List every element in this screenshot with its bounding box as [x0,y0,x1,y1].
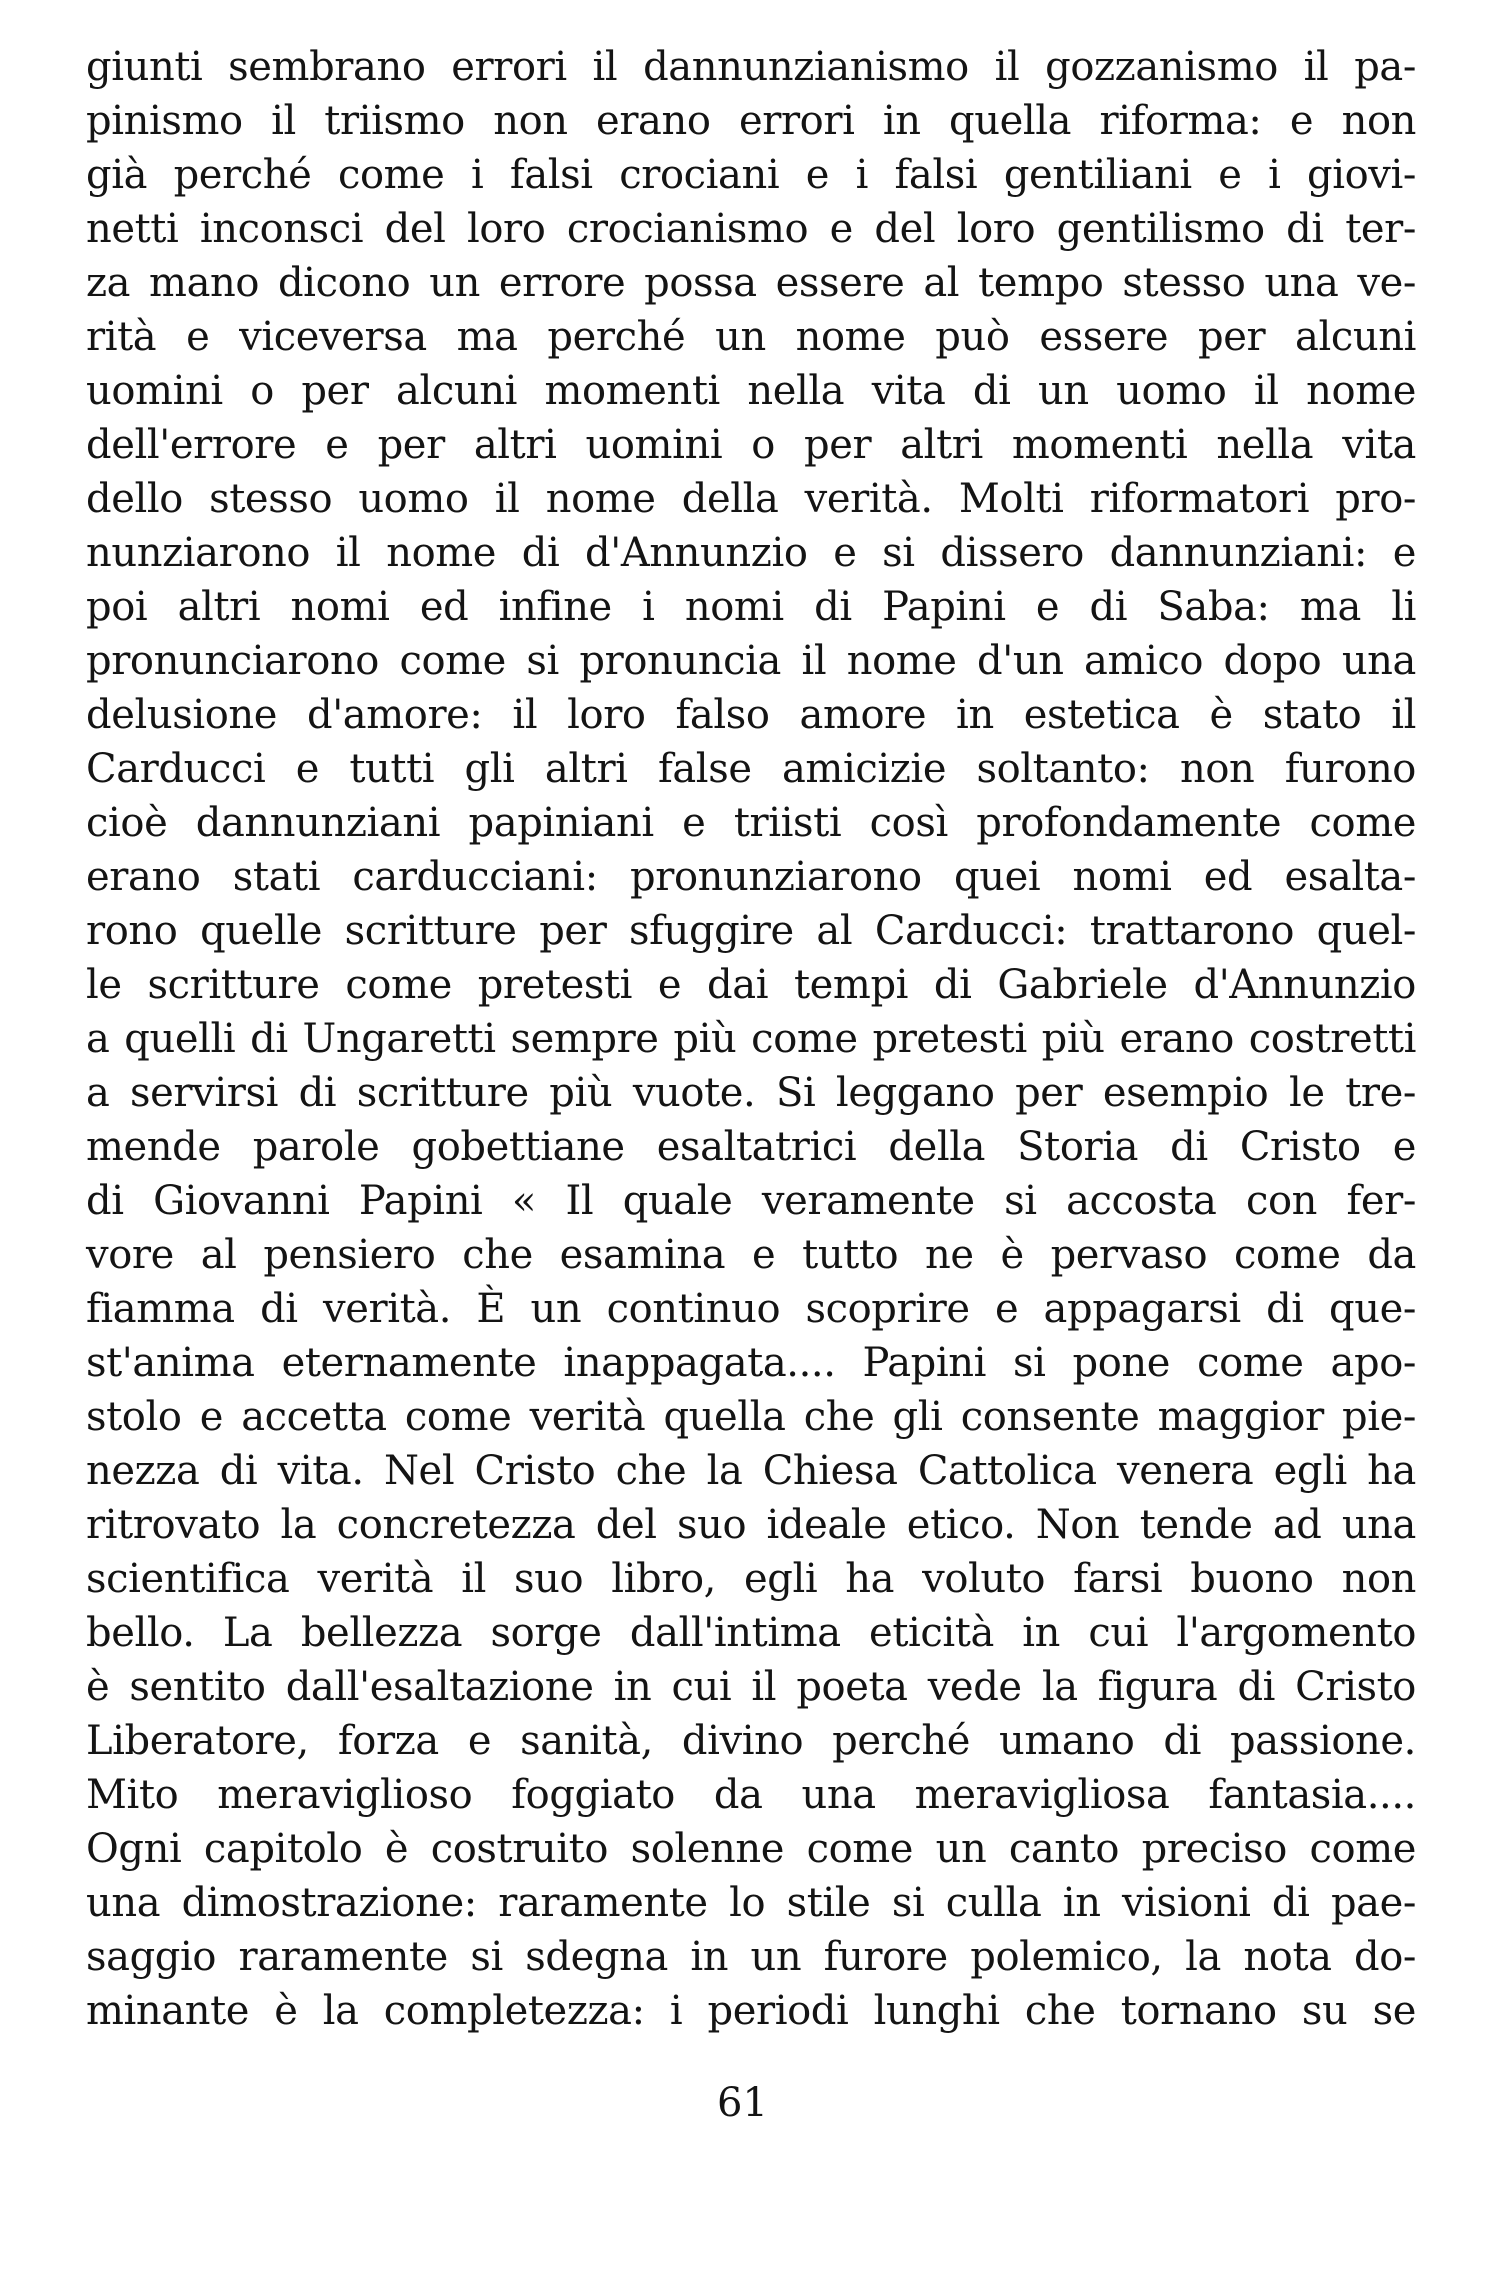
text-line: nezza di vita. Nel Cristo che la Chiesa Cattolica venera egli ha [86,1448,1416,1494]
text-line: rità e viceversa ma perché un nome può essere per alcuni [86,314,1416,360]
text-line: Mito meraviglioso foggiato da una meravigliosa fantasia.... [86,1772,1416,1818]
text-line: dell'errore e per altri uomini o per altri momenti nella vita [86,422,1416,468]
text-line: pinismo il triismo non erano errori in quella riforma: e non [86,98,1416,144]
text-line: a servirsi di scritture più vuote. Si leggano per esempio le tre- [86,1070,1416,1116]
text-line: una dimostrazione: raramente lo stile si culla in visioni di pae- [86,1880,1416,1926]
text-line: bello. La bellezza sorge dall'intima eticità in cui l'argomento [86,1610,1416,1656]
text-line: scientifica verità il suo libro, egli ha voluto farsi buono non [86,1556,1416,1602]
body-text [86,40,1416,2038]
text-line: Liberatore, forza e sanità, divino perché umano di passione. [86,1718,1416,1764]
text-line: ritrovato la concretezza del suo ideale etico. Non tende ad una [86,1502,1416,1548]
text-line: pronunciarono come si pronuncia il nome d'un amico dopo una [86,638,1416,684]
text-line: mende parole gobettiane esaltatrici della Storia di Cristo e [86,1124,1416,1170]
text-line: di Giovanni Papini « Il quale veramente si accosta con fer- [86,1178,1416,1224]
text-line: uomini o per alcuni momenti nella vita di un uomo il nome [86,368,1416,414]
text-line: cioè dannunziani papiniani e triisti così profondamente come [86,800,1416,846]
text-line: le scritture come pretesti e dai tempi di Gabriele d'Annunzio [86,962,1416,1008]
text-line: Carducci e tutti gli altri false amicizie soltanto: non furono [86,746,1416,792]
page-number: 61 [717,2080,768,2126]
text-line: erano stati carducciani: pronunziarono quei nomi ed esalta- [86,854,1416,900]
text-line: minante è la completezza: i periodi lunghi che tornano su se [86,1988,1416,2034]
text-line: Ogni capitolo è costruito solenne come un canto preciso come [86,1826,1416,1872]
text-line: netti inconsci del loro crocianismo e del loro gentilismo di ter- [86,206,1416,252]
text-line: fiamma di verità. È un continuo scoprire e appagarsi di que- [86,1286,1416,1332]
text-line: a quelli di Ungaretti sempre più come pretesti più erano costretti [86,1016,1416,1062]
text-line: vore al pensiero che esamina e tutto ne è pervaso come da [86,1232,1416,1278]
text-line: za mano dicono un errore possa essere al tempo stesso una ve- [86,260,1416,306]
text-line: è sentito dall'esaltazione in cui il poeta vede la figura di Cristo [86,1664,1416,1710]
text-line: già perché come i falsi crociani e i falsi gentiliani e i giovi- [86,152,1416,198]
text-line: poi altri nomi ed infine i nomi di Papini e di Saba: ma li [86,584,1416,630]
text-line: delusione d'amore: il loro falso amore in estetica è stato il [86,692,1416,738]
text-line: rono quelle scritture per sfuggire al Carducci: trattarono quel- [86,908,1416,954]
text-line: st'anima eternamente inappagata.... Papini si pone come apo- [86,1340,1416,1386]
text-line: giunti sembrano errori il dannunzianismo il gozzanismo il pa- [86,44,1416,90]
text-line: stolo e accetta come verità quella che gli consente maggior pie- [86,1394,1416,1440]
text-line: saggio raramente si sdegna in un furore polemico, la nota do- [86,1934,1416,1980]
text-line: dello stesso uomo il nome della verità. Molti riformatori pro- [86,476,1416,522]
text-line: nunziarono il nome di d'Annunzio e si dissero dannunziani: e [86,530,1416,576]
